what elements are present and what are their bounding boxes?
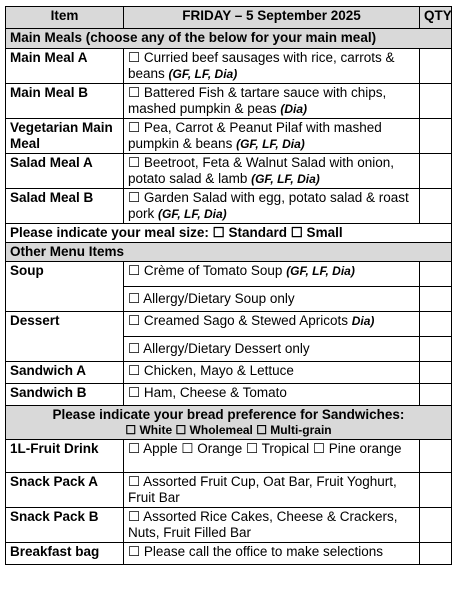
option-text: ☐ Creamed Sago & Stewed Apricots [128,313,352,328]
diet-tag: Dia) [351,314,375,328]
item-option[interactable] [124,84,420,119]
diet-tag: (Dia) [280,102,308,116]
item-option[interactable]: ☐ Chicken, Mayo & Lettuce [124,362,420,384]
section-row-main-meals [6,29,452,49]
option-text: ☐ Curried beef sausages with rice, carrots & beans [128,50,395,81]
item-option[interactable]: ☐ Please call the office to make selections [124,543,420,565]
bread-preference[interactable] [6,406,452,440]
item-option[interactable]: ☐ Allergy/Dietary Soup only [124,287,420,312]
item-name: Breakfast bag [6,543,124,565]
qty-cell[interactable] [420,49,452,84]
item-option[interactable]: ☐ Ham, Cheese & Tomato [124,384,420,406]
table-row [6,189,452,224]
qty-cell[interactable] [420,543,452,565]
diet-tag: (GF, LF, Dia) [168,67,238,81]
header-row [6,7,452,29]
diet-tag: (GF, LF, Dia) [251,172,320,186]
table-row [6,312,452,337]
diet-tag: (GF, LF, Dia) [286,264,355,278]
item-option[interactable]: ☐ Allergy/Dietary Dessert only [124,337,420,362]
item-name: Main Meal B [6,84,124,119]
table-row [6,543,452,565]
table-row [6,84,452,119]
qty-cell[interactable] [420,262,452,287]
other-items-heading: Other Menu Items [6,243,452,262]
item-name: Sandwich A [6,362,124,384]
qty-cell[interactable] [420,154,452,189]
qty-cell[interactable] [420,362,452,384]
qty-cell[interactable] [420,473,452,508]
option-text: ☐ Beetroot, Feta & Walnut Salad with onion, potato salad & lamb [128,155,394,186]
option-text: ☐ Crème of Tomato Soup [128,263,287,278]
table-row [6,49,452,84]
table-row [6,154,452,189]
table-row [6,473,452,508]
item-option[interactable]: ☐ Apple ☐ Orange ☐ Tropical ☐ Pine orange [124,440,420,473]
option-text: ☐ Pea, Carrot & Peanut Pilaf with mashed pumpkin & beans [128,120,382,151]
item-name: Snack Pack B [6,508,124,543]
header-item: Item [6,7,124,29]
item-option[interactable] [124,312,420,337]
table-row [6,262,452,287]
item-option[interactable]: ☐ Assorted Fruit Cup, Oat Bar, Fruit Yoghurt, Fruit Bar [124,473,420,508]
diet-tag: (GF, LF, Dia) [158,207,227,221]
item-name: Snack Pack A [6,473,124,508]
header-day: FRIDAY – 5 September 2025 [124,7,420,29]
qty-cell[interactable] [420,508,452,543]
item-name: Vegetarian Main Meal [6,119,124,154]
item-name: Soup [6,262,124,312]
option-text: ☐ Garden Salad with egg, potato salad & roast pork [128,190,409,221]
table-row [6,384,452,406]
item-name: Dessert [6,312,124,362]
bread-options: ☐ White ☐ Wholemeal ☐ Multi-grain [125,423,332,437]
section-row-other [6,243,452,262]
qty-cell[interactable] [420,287,452,312]
meal-size-selector[interactable]: Please indicate your meal size: ☐ Standard ☐ Small [6,224,452,243]
meal-size-row [6,224,452,243]
main-meals-heading: Main Meals (choose any of the below for your main meal) [6,29,452,49]
qty-cell[interactable] [420,312,452,337]
table-row [6,362,452,384]
qty-cell[interactable] [420,384,452,406]
item-option[interactable] [124,154,420,189]
item-name: Main Meal A [6,49,124,84]
diet-tag: (GF, LF, Dia) [236,137,305,151]
item-option[interactable] [124,189,420,224]
qty-cell[interactable] [420,337,452,362]
qty-cell[interactable] [420,119,452,154]
item-name: Salad Meal B [6,189,124,224]
item-name: Sandwich B [6,384,124,406]
option-text: ☐ Battered Fish & tartare sauce with chips, mashed pumpkin & peas [128,85,387,116]
qty-cell[interactable] [420,84,452,119]
table-row [6,440,452,473]
table-row [6,119,452,154]
menu-order-table [5,6,452,565]
item-option[interactable] [124,49,420,84]
bread-prompt: Please indicate your bread preference for Sandwiches: [52,407,405,422]
header-qty: QTY [420,7,452,29]
qty-cell[interactable] [420,440,452,473]
table-row [6,508,452,543]
item-name: 1L-Fruit Drink [6,440,124,473]
bread-preference-row [6,406,452,440]
qty-cell[interactable] [420,189,452,224]
item-option[interactable] [124,119,420,154]
item-option[interactable] [124,262,420,287]
item-option[interactable]: ☐ Assorted Rice Cakes, Cheese & Crackers, Nuts, Fruit Filled Bar [124,508,420,543]
item-name: Salad Meal A [6,154,124,189]
